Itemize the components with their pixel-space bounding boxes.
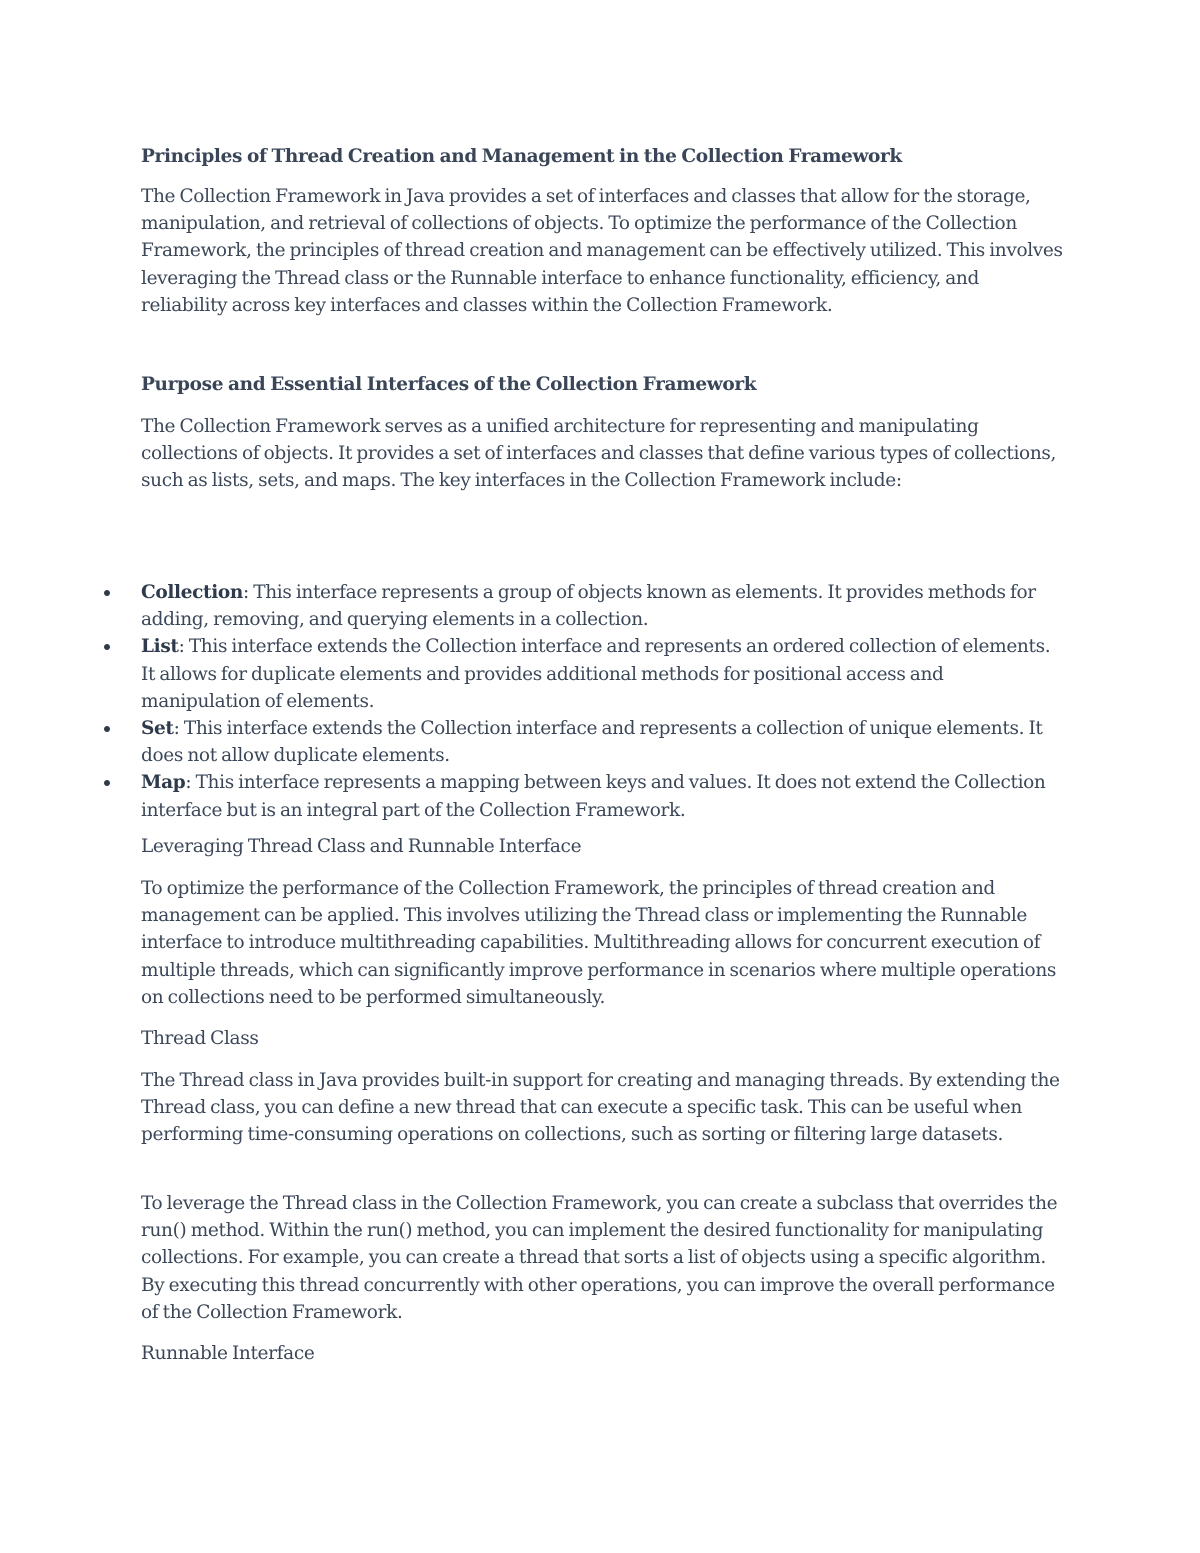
term-list: List [141,636,179,658]
thread-class-paragraph-2: To leverage the Thread class in the Collection Framework, you can create a subclass that overrides the run() method. Within the run() method, you can implement the desired functionality for manipulating collections. For example, you can create a thread that sorts a list of objects using a specific algorithm. By executing this thread concurrently with other operations, you can improve the overall performance of the Collection Framework. [141,1193,1058,1323]
section-heading-principles: Principles of Thread Creation and Management in the Collection Framework [141,146,902,167]
section-heading-runnable: Runnable Interface [141,1343,315,1364]
description-set: : This interface extends the Collection interface and represents a collection of unique elements. It does not allow duplicate elements. [141,718,1043,767]
bullet-icon [104,726,110,732]
description-map: : This interface represents a mapping between keys and values. It does not extend the Collection interface but is an integral part of the Collection Framework. [141,772,1046,821]
bullet-icon [104,644,110,650]
bullet-icon [104,590,110,596]
leveraging-paragraph: To optimize the performance of the Collection Framework, the principles of thread creation and management can be applied. This involves utilizing the Thread class or implementing the Runnable interface to introduce multithreading capabilities. Multithreading allows for concurrent execution of multiple threads, which can significantly improve performance in scenarios where multiple operations on collections need to be performed simultaneously. [141,878,1057,1008]
intro-paragraph: The Collection Framework in Java provides a set of interfaces and classes that allow for the storage, manipulation, and retrieval of collections of objects. To optimize the performance of the Collection Framework, the principles of thread creation and management can be effectively utilized. This involves leveraging the Thread class or the Runnable interface to enhance functionality, efficiency, and reliability across key interfaces and classes within the Collection Framework. [141,186,1063,316]
description-collection: : This interface represents a group of objects known as elements. It provides methods for adding, removing, and querying elements in a collection. [141,582,1036,631]
term-collection: Collection [141,582,244,603]
section-heading-purpose: Purpose and Essential Interfaces of the Collection Framework [141,374,757,395]
thread-class-paragraph-1: The Thread class in Java provides built-in support for creating and managing threads. By extending the Thread class, you can define a new thread that can execute a specific task. This can be useful when performing time-consuming operations on collections, such as sorting or filtering large datasets. [141,1070,1060,1146]
term-set: Set [141,718,174,740]
list-item-map [141,769,1066,823]
description-list: : This interface extends the Collection interface and represents an ordered collection of elements. It allows for duplicate elements and provides additional methods for positional access and manipulation of elements. [141,636,1051,712]
list-item-list [141,633,1066,715]
list-item-collection [141,579,1066,633]
bullet-icon [104,780,110,786]
purpose-paragraph: The Collection Framework serves as a unified architecture for representing and manipulating collections of objects. It provides a set of interfaces and classes that define various types of collections, such as lists, sets, and maps. The key interfaces in the Collection Framework include: [141,416,1057,492]
term-map: Map [141,772,186,794]
section-heading-leveraging: Leveraging Thread Class and Runnable Interface [141,836,582,857]
list-item-set [141,715,1066,769]
interfaces-list [141,579,1066,824]
section-heading-thread-class: Thread Class [141,1028,259,1049]
